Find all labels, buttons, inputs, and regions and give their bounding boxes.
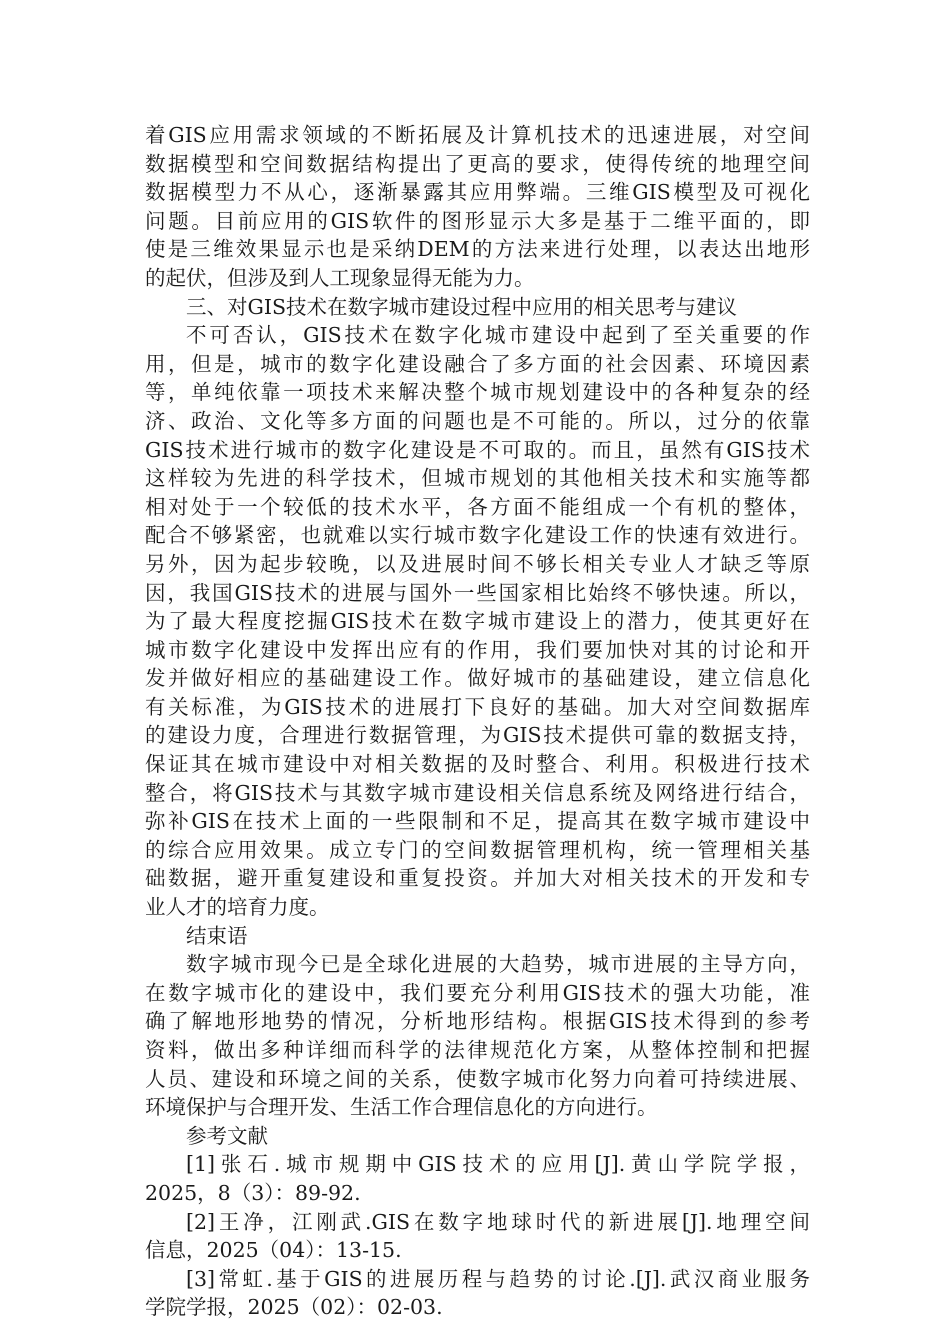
text-line: [3]常虹.基于GIS的进展历程与趋势的讨论.[J].武汉商业服务 [186, 1266, 810, 1291]
paragraph-heading-references [145, 1122, 810, 1151]
text-line: 使是三维效果显示也是采纳DEM的方法来进行处理，以表达出地形 [145, 237, 810, 262]
paragraph-ref2 [145, 1208, 810, 1265]
text-line: 确了解地形地势的情况，分析地形结构。根据GIS技术得到的参考 [145, 1009, 810, 1034]
text-line: 在数字城市化的建设中，我们要充分利用GIS技术的强大功能，准 [145, 980, 810, 1005]
text-line: 济、政治、文化等多方面的问题也是不可能的。所以，过分的依靠 [145, 408, 810, 433]
text-line: 为了最大程度挖掘GIS技术在数字城市建设上的潜力，使其更好在 [145, 609, 810, 634]
paragraph-heading3 [145, 293, 810, 322]
text-line: 2025，8（3）：89-92. [145, 1180, 361, 1205]
text-line: 配合不够紧密，也就难以实行城市数字化建设工作的快速有效进行。 [145, 523, 810, 548]
paragraph-heading-conclusion [145, 922, 810, 951]
text-line: 因，我国GIS技术的进展与国外一些国家相比始终不够快速。所以， [145, 580, 810, 605]
text-line: 发并做好相应的基础建设工作。做好城市的基础建设，建立信息化 [145, 666, 810, 691]
paragraph-ref1 [145, 1150, 810, 1207]
text-line: 础数据，避开重复建设和重复投资。并加大对相关技术的开发和专 [145, 866, 810, 891]
text-line: 资料，做出多种详细而科学的法律规范化方案，从整体控制和把握 [145, 1038, 810, 1062]
paragraph-p3 [145, 950, 810, 1122]
text-line: [1]张石.城市规期中GIS技术的应用[J].黄山学院学报， [186, 1152, 810, 1177]
text-line: 数据模型和空间数据结构提出了更高的要求，使得传统的地理空间 [145, 151, 810, 176]
text-line: 的建设力度，合理进行数据管理，为GIS技术提供可靠的数据支持， [145, 723, 810, 748]
text-line: 数据模型力不从心，逐渐暴露其应用弊端。三维GIS模型及可视化 [145, 180, 810, 205]
text-line: 业人才的培育力度。 [145, 895, 330, 920]
text-line: 有关标准，为GIS技术的进展打下良好的基础。加大对空间数据库 [145, 694, 810, 719]
paragraph-p1 [145, 121, 810, 293]
text-line: 参考文献 [186, 1123, 268, 1148]
text-line: [2]王净，江刚武.GIS在数字地球时代的新进展[J].地理空间 [186, 1209, 810, 1234]
paragraph-p2 [145, 321, 810, 921]
text-line: 结束语 [186, 923, 248, 948]
text-line: 人员、建设和环境之间的关系，使数字城市化努力向着可持续进展、 [145, 1066, 810, 1091]
text-line: 的综合应用效果。成立专门的空间数据管理机构，统一管理相关基 [145, 837, 810, 862]
text-line: 的起伏，但涉及到人工现象显得无能为力。 [145, 265, 535, 290]
text-line: 整合，将GIS技术与其数字城市建设相关信息系统及网络进行结合， [145, 780, 810, 805]
text-line: 不可否认，GIS技术在数字化城市建设中起到了至关重要的作 [186, 323, 810, 348]
text-line: 另外，因为起步较晚，以及进展时间不够长相关专业人才缺乏等原 [145, 551, 810, 576]
text-line: 保证其在城市建设中对相关数据的及时整合、利用。积极进行技术 [145, 752, 810, 777]
text-line: 三、对GIS技术在数字城市建设过程中应用的相关思考与建议 [186, 294, 738, 319]
text-line: 相对处于一个较低的技术水平，各方面不能组成一个有机的整体， [145, 494, 810, 519]
text-line: 数字城市现今已是全球化进展的大趋势，城市进展的主导方向， [186, 952, 810, 977]
text-line: 学院学报，2025（02）：02-03. [145, 1295, 443, 1320]
paragraph-ref3 [145, 1265, 810, 1322]
text-line: 弥补GIS在技术上面的一些限制和不足，提高其在数字城市建设中 [145, 809, 810, 834]
text-line: 这样较为先进的科学技术，但城市规划的其他相关技术和实施等都 [145, 466, 810, 491]
text-line: 问题。目前应用的GIS软件的图形显示大多是基于二维平面的，即 [145, 208, 810, 233]
text-line: GIS技术进行城市的数字化建设是不可取的。而且，虽然有GIS技术 [145, 437, 810, 462]
text-line: 信息，2025（04）：13-15. [145, 1238, 402, 1263]
document-body [145, 121, 810, 1322]
text-line: 用，但是，城市的数字化建设融合了多方面的社会因素、环境因素 [145, 351, 810, 376]
text-line: 环境保护与合理开发、生活工作合理信息化的方向进行。 [145, 1095, 658, 1120]
text-line: 着GIS应用需求领域的不断拓展及计算机技术的迅速进展，对空间 [145, 123, 810, 147]
text-line: 城市数字化建设中发挥出应有的作用，我们要加快对其的讨论和开 [145, 637, 810, 662]
text-line: 等，单纯依靠一项技术来解决整个城市规划建设中的各种复杂的经 [145, 380, 810, 405]
